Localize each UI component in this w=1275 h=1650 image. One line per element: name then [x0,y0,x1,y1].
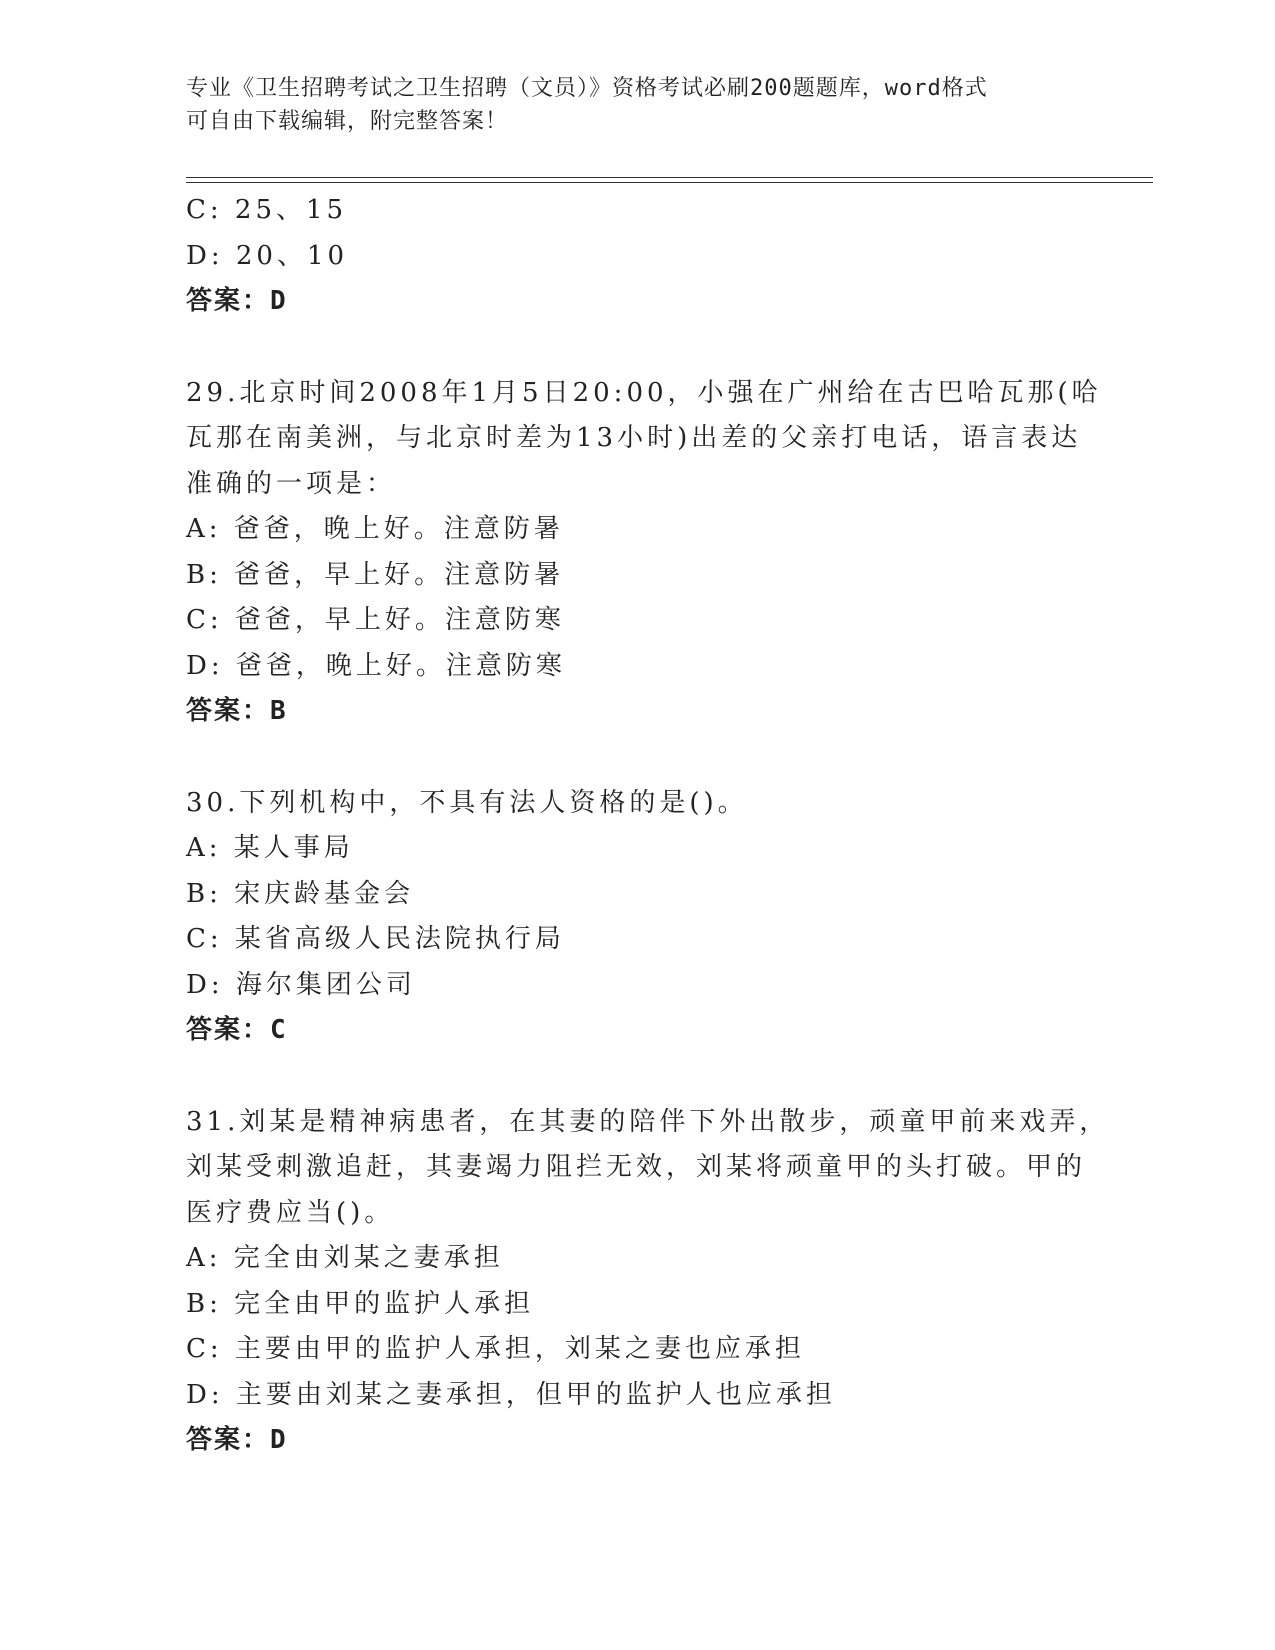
header-line-2: 可自由下载编辑，附完整答案！ [186,109,509,134]
spacer [186,1054,1086,1100]
question-list [186,188,1110,1464]
option-d: D: 爸爸，晚上好。注意防寒 [186,650,566,681]
answer-line: 答案：B [186,696,288,726]
question-text-line: 30.下列机构中，不具有法人资格的是()。 [186,787,748,818]
spacer [186,735,1086,781]
header-line-1: 专业《卫生招聘考试之卫生招聘（文员）》资格考试必刷200题题库，word格式 [186,76,988,101]
option-c: C: 某省高级人民法院执行局 [186,924,565,954]
option-c: C: 25、15 [186,195,348,225]
previous-question-tail [186,188,1086,325]
question-text-line: 29.北京时间2008年1月5日20:00，小强在广州给在古巴哈瓦那(哈 [186,377,1102,408]
question-text-line: 瓦那在南美洲，与北京时差为13小时)出差的父亲打电话，语言表达 [186,423,1082,453]
option-a: A: 完全由刘某之妻承担 [186,1243,504,1273]
option-c: C: 主要由甲的监护人承担，刘某之妻也应承担 [186,1334,805,1364]
header-divider-top [186,177,1153,178]
option-d: D: 20、10 [186,240,349,271]
question-30 [186,781,1086,1054]
question-text-line: 准确的一项是： [186,468,397,499]
question-29 [186,371,1102,735]
option-a: A: 爸爸，晚上好。注意防暑 [186,514,564,544]
document-header [186,72,1066,138]
question-text-line: 刘某受刺激追赶，其妻竭力阻拦无效，刘某将顽童甲的头打破。甲的 [186,1152,1087,1182]
spacer [186,325,1086,371]
option-a: A: 某人事局 [186,833,354,863]
option-d: D: 主要由刘某之妻承担，但甲的监护人也应承担 [186,1379,836,1410]
option-d: D: 海尔集团公司 [186,969,416,1000]
answer-line: 答案：C [186,1015,288,1045]
answer-line: 答案：D [186,1425,288,1455]
option-b: B: 完全由甲的监护人承担 [186,1288,535,1319]
question-31 [186,1100,1110,1464]
question-text-line: 医疗费应当()。 [186,1197,395,1228]
option-b: B: 爸爸，早上好。注意防暑 [186,559,565,590]
option-b: B: 宋庆龄基金会 [186,878,415,909]
question-text-line: 31.刘某是精神病患者，在其妻的陪伴下外出散步，顽童甲前来戏弄， [186,1106,1110,1137]
header-divider-bottom [186,182,1153,183]
answer-line: 答案：D [186,286,288,316]
option-c: C: 爸爸，早上好。注意防寒 [186,605,565,635]
